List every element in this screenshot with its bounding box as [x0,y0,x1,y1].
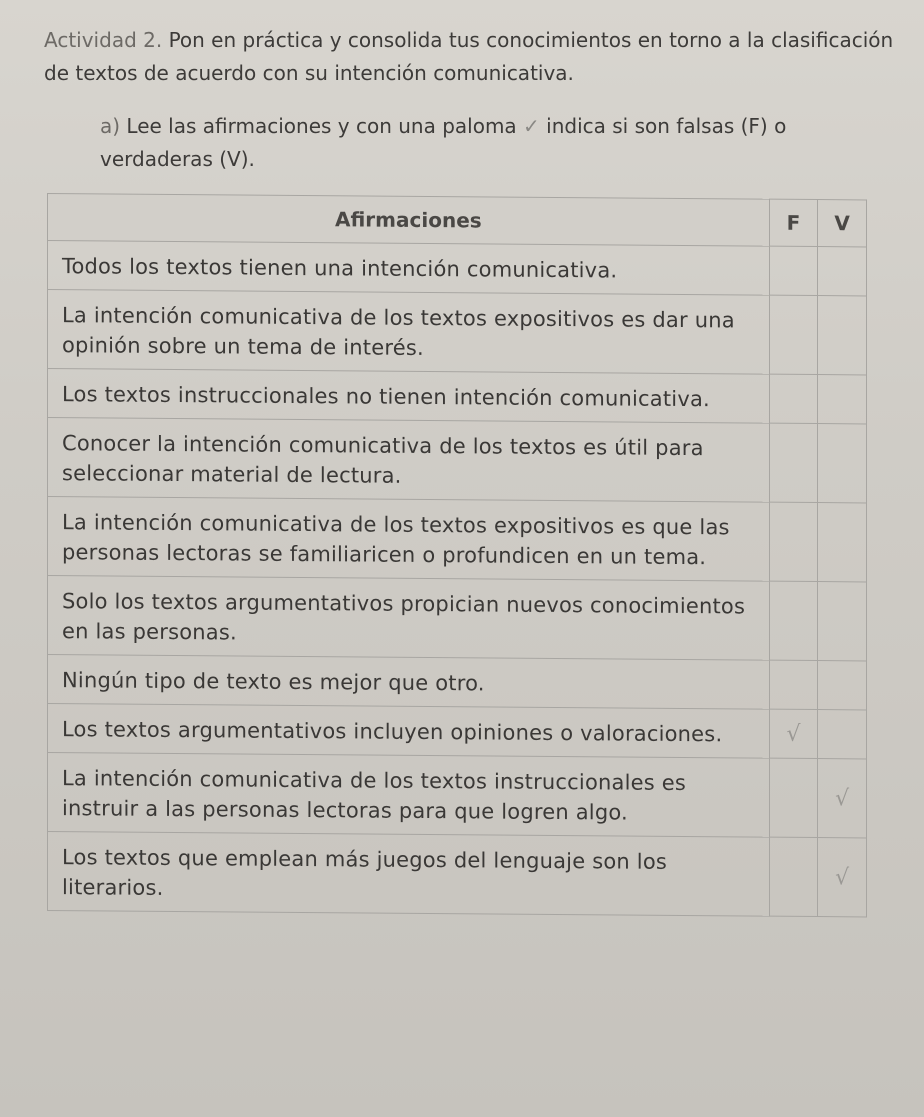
false-answer-box[interactable] [769,837,818,916]
true-answer-box[interactable] [818,375,867,424]
false-answer-box[interactable] [769,246,818,295]
statement-text: La intención comunicativa de los textos expositivos es dar una opinión sobre un tema de interés. [48,290,770,375]
true-answer-box[interactable] [818,503,867,582]
false-answer-box[interactable]: √ [769,709,818,758]
activity-text: Pon en práctica y consolida tus conocimientos en torno a la clasificación de textos de acuerdo con su intención comunicativa. [44,28,894,85]
statement-text: Los textos instruccionales no tienen intención comunicativa. [48,369,770,424]
true-answer-box[interactable] [818,424,867,503]
true-answer-box[interactable]: √ [818,759,867,838]
false-answer-box[interactable] [769,295,818,374]
instruction [100,110,900,176]
true-answer-box[interactable] [818,296,867,375]
false-answer-box[interactable] [769,374,818,423]
table-row [48,576,867,661]
statement-text: Los textos argumentativos incluyen opiniones o valoraciones. [48,704,770,759]
statement-text: La intención comunicativa de los textos instruccionales es instruir a las personas lectoras para que logren algo. [48,753,770,838]
header-true: V [818,200,867,247]
true-answer-box[interactable] [818,710,867,759]
true-answer-box[interactable] [818,247,867,296]
table-row [48,704,867,759]
check-mark-icon: ✓ [523,114,540,138]
statement-text: Ningún tipo de texto es mejor que otro. [48,655,770,710]
table-row [48,290,867,375]
statement-text: Solo los textos argumentativos propician nuevos conocimientos en las personas. [48,576,770,661]
false-answer-box[interactable] [769,660,818,709]
activity-label: Actividad 2. [44,28,163,52]
table-row [48,369,867,424]
true-answer-box[interactable] [818,661,867,710]
false-answer-box[interactable] [769,423,818,502]
statement-text: Conocer la intención comunicativa de los textos es útil para seleccionar material de lectura. [48,418,770,503]
table-row [48,655,867,710]
header-statements: Afirmaciones [48,194,770,247]
statement-text: Todos los textos tienen una intención comunicativa. [48,241,770,296]
table-row [48,832,867,917]
false-answer-box[interactable] [769,758,818,837]
header-false: F [769,199,818,246]
table-row [48,753,867,838]
statement-text: Los textos que emplean más juegos del lenguaje son los literarios. [48,832,770,917]
instruction-text-before: Lee las afirmaciones y con una paloma [126,114,517,138]
instruction-text-after: indica si son falsas (F) o verdaderas (V). [100,114,787,171]
false-answer-box[interactable] [769,502,818,581]
table-row [48,418,867,503]
statement-text: La intención comunicativa de los textos expositivos es que las personas lectoras se familiaricen o profundicen en un tema. [48,497,770,582]
true-false-table [47,193,867,917]
table-header-row [48,194,867,247]
table-row [48,497,867,582]
false-answer-box[interactable] [769,581,818,660]
true-answer-box[interactable]: √ [818,838,867,917]
instruction-label: a) [100,114,121,138]
activity-prompt [44,24,904,90]
true-answer-box[interactable] [818,582,867,661]
table-row [48,241,867,296]
